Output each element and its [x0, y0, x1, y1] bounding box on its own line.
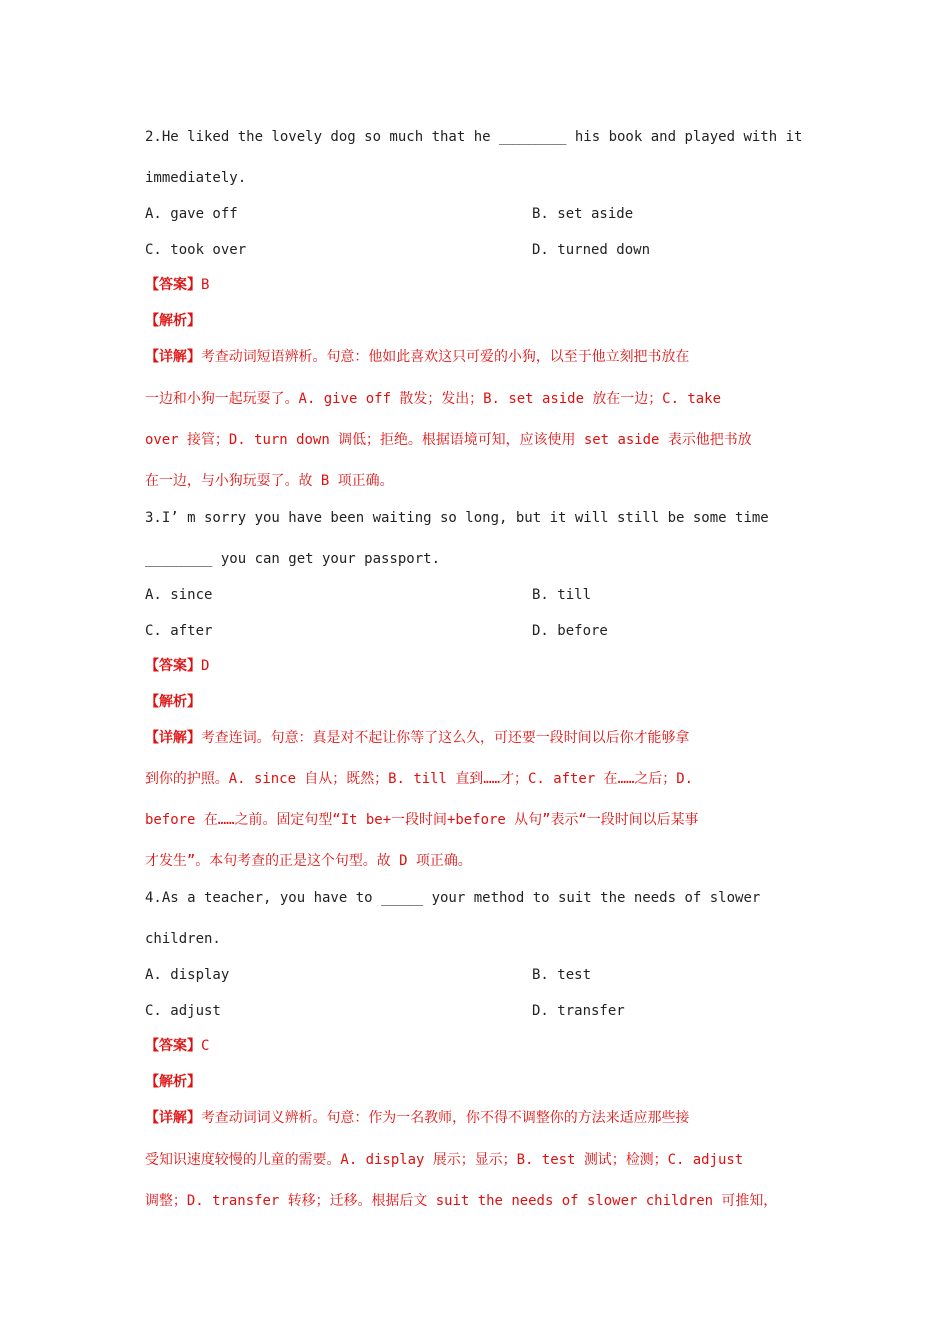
- question-2-stem-line1: 2.He liked the lovely dog so much that he ________ his book and played with it: [145, 129, 803, 145]
- question-4-option-b: B. test: [532, 967, 592, 983]
- question-3-stem-line1: 3.I’ m sorry you have been waiting so long, but it will still be some time: [145, 510, 769, 526]
- question-3-option-a: A. since: [145, 587, 213, 603]
- question-2-option-d: D. turned down: [532, 242, 651, 258]
- question-2-detail-line1: [145, 347, 805, 367]
- answer-value: B: [201, 277, 210, 293]
- question-2-option-c: C. took over: [145, 242, 247, 258]
- question-4-detail-line3: 调整；D. transfer 转移；迁移。根据后文 suit the needs of slower children 可推知，: [145, 1193, 778, 1209]
- question-4-stem-line1: 4.As a teacher, you have to _____ your method to suit the needs of slower: [145, 890, 761, 906]
- detail-tag: 【详解】: [145, 730, 201, 746]
- answer-tag: 【答案】: [145, 1038, 201, 1054]
- question-4-stem-line2: children.: [145, 931, 221, 947]
- question-2-stem-line2: immediately.: [145, 170, 247, 186]
- question-4-detail-line2: 受知识速度较慢的儿童的需要。A. display 展示；显示；B. test 测试；检测；C. adjust: [145, 1152, 744, 1168]
- question-4-detail-line1: [145, 1108, 805, 1128]
- detail-text: 考查连词。句意：真是对不起让你等了这么久，可还要一段时间以后你才能够拿: [200, 730, 690, 746]
- detail-tag: 【详解】: [145, 349, 201, 365]
- question-4-analysis-tag: 【解析】: [145, 1074, 201, 1090]
- question-4-option-a: A. display: [145, 967, 230, 983]
- question-2-detail-line3: over 接管；D. turn down 调低；拒绝。根据语境可知，应该使用 set aside 表示他把书放: [145, 432, 752, 448]
- question-3-answer: [145, 656, 209, 676]
- question-2-answer: [145, 275, 209, 295]
- answer-tag: 【答案】: [145, 658, 201, 674]
- question-2-analysis-tag: 【解析】: [145, 313, 201, 329]
- question-3-stem-line2: ________ you can get your passport.: [145, 551, 441, 567]
- question-3-option-c: C. after: [145, 623, 213, 639]
- question-3-analysis-tag: 【解析】: [145, 694, 201, 710]
- detail-text: 考查动词词义辨析。句意：作为一名教师，你不得不调整你的方法来适应那些接: [200, 1110, 690, 1126]
- question-4-option-d: D. transfer: [532, 1003, 625, 1019]
- detail-tag: 【详解】: [145, 1110, 201, 1126]
- detail-text: 考查动词短语辨析。句意：他如此喜欢这只可爱的小狗，以至于他立刻把书放在: [200, 349, 690, 365]
- question-2-detail-line4: 在一边，与小狗玩耍了。故 B 项正确。: [145, 473, 394, 489]
- question-3-detail-line4: 才发生”。本句考查的正是这个句型。故 D 项正确。: [145, 853, 472, 869]
- answer-value: C: [201, 1038, 210, 1054]
- question-2-detail-line2: 一边和小狗一起玩耍了。A. give off 散发；发出；B. set aside 放在一边；C. take: [145, 391, 721, 407]
- question-3-detail-line3: before 在……之前。固定句型“It be+一段时间+before 从句”表示“一段时间以后某事: [145, 812, 699, 828]
- question-3-detail-line2: 到你的护照。A. since 自从；既然；B. till 直到……才；C. after 在……之后；D.: [145, 771, 694, 787]
- question-4-option-c: C. adjust: [145, 1003, 221, 1019]
- answer-tag: 【答案】: [145, 277, 201, 293]
- question-2-option-b: B. set aside: [532, 206, 634, 222]
- question-3-option-d: D. before: [532, 623, 608, 639]
- question-3-detail-line1: [145, 728, 805, 748]
- question-3-option-b: B. till: [532, 587, 592, 603]
- question-2-option-a: A. gave off: [145, 206, 238, 222]
- question-4-answer: [145, 1036, 209, 1056]
- answer-value: D: [201, 658, 210, 674]
